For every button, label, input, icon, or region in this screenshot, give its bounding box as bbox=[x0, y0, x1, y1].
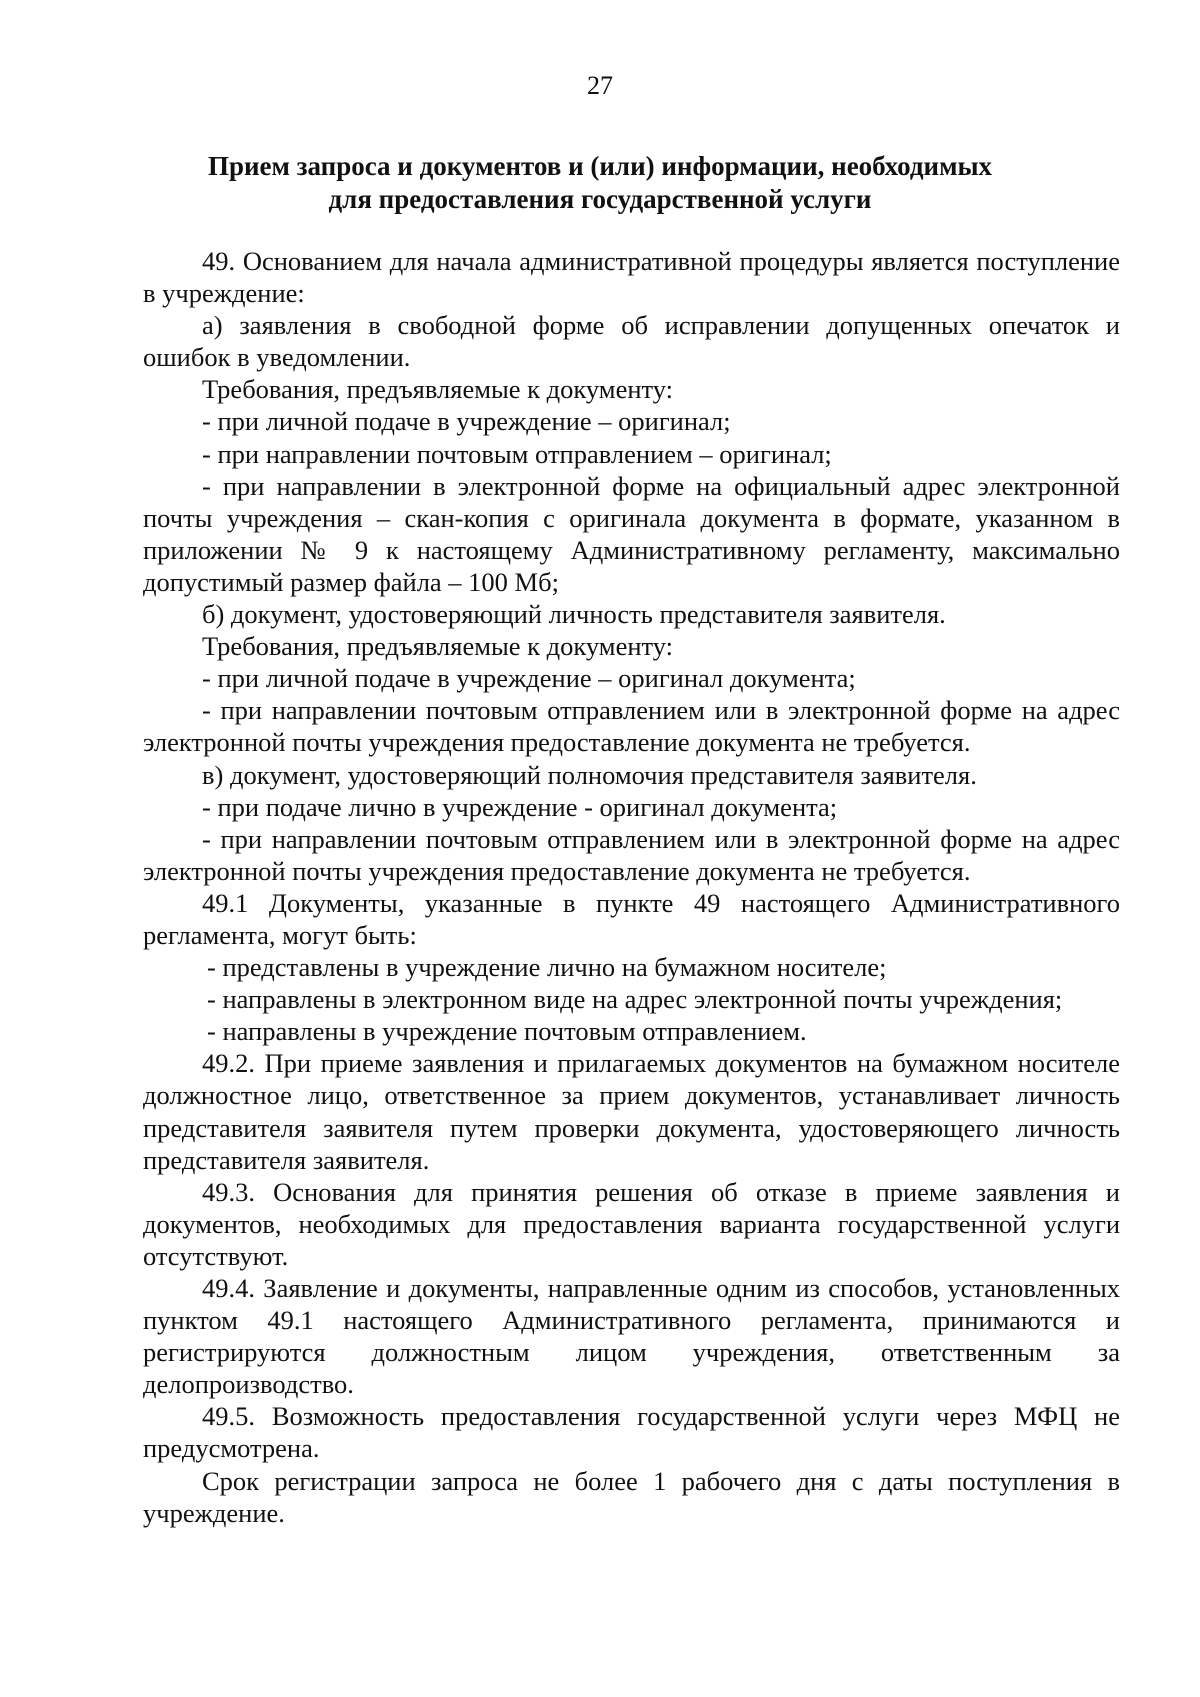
paragraph-49-1: 49.1 Документы, указанные в пункте 49 настоящего Административного регламента, могут быть: bbox=[143, 887, 1120, 950]
paragraph-49-4: 49.4. Заявление и документы, направленные одним из способов, установленных пунктом 49.1 настоящего Административного регламента, принимаются и регистрируются должностным лицом учреждения, ответственным за делопроизводство. bbox=[143, 1273, 1120, 1400]
list-item: - представлены в учреждение лично на бумажном носителе; bbox=[207, 952, 887, 983]
paragraph-49-2: 49.2. При приеме заявления и прилагаемых документов на бумажном носителе должностное лицо, ответственное за прием документов, устанавливает личность представителя заявителя путем проверки документа, удостоверяющего личность представителя заявителя. bbox=[143, 1048, 1120, 1175]
paragraph-49-a: а) заявления в свободной форме об исправлении допущенных опечаток и ошибок в уведомлении. bbox=[143, 310, 1120, 373]
section-title-line-2: для предоставления государственной услуги bbox=[328, 184, 872, 214]
paragraph-requirements: Требования, предъявляемые к документу: bbox=[202, 631, 674, 662]
list-item: - при направлении почтовым отправлением или в электронной форме на адрес электронной почты учреждения предоставление документа не требуется. bbox=[143, 695, 1120, 758]
section-title-line-1: Прием запроса и документов и (или) информации, необходимых bbox=[207, 151, 993, 181]
paragraph-requirements: Требования, предъявляемые к документу: bbox=[202, 374, 674, 405]
list-item: - при направлении почтовым отправлением или в электронной форме на адрес электронной почты учреждения предоставление документа не требуется. bbox=[143, 823, 1120, 886]
paragraph-49: 49. Основанием для начала административной процедуры является поступление в учреждение: bbox=[143, 246, 1120, 309]
list-item: - при личной подаче в учреждение – оригинал; bbox=[202, 406, 731, 437]
list-item: - при личной подаче в учреждение – оригинал документа; bbox=[202, 663, 856, 694]
paragraph-registration-term: Срок регистрации запроса не более 1 рабочего дня с даты поступления в учреждение. bbox=[143, 1465, 1120, 1528]
list-item: - при направлении почтовым отправлением – оригинал; bbox=[202, 438, 832, 469]
list-item: - направлены в электронном виде на адрес электронной почты учреждения; bbox=[207, 984, 1063, 1015]
page-number: 27 bbox=[587, 71, 613, 100]
list-item: - направлены в учреждение почтовым отправлением. bbox=[207, 1016, 807, 1047]
list-item: - при направлении в электронной форме на официальный адрес электронной почты учреждения – скан-копия с оригинала документа в формате, указанном в приложении № 9 к настоящему Административному регламенту, максимально допустимый размер файла – 100 Мб; bbox=[143, 470, 1120, 597]
paragraph-49-v: в) документ, удостоверяющий полномочия представителя заявителя. bbox=[202, 759, 977, 790]
paragraph-49-b: б) документ, удостоверяющий личность представителя заявителя. bbox=[202, 599, 946, 630]
document-body bbox=[143, 245, 1120, 1529]
paragraph-49-5: 49.5. Возможность предоставления государственной услуги через МФЦ не предусмотрена. bbox=[143, 1401, 1120, 1464]
paragraph-49-3: 49.3. Основания для принятия решения об отказе в приеме заявления и документов, необходимых для предоставления варианта государственной услуги отсутствуют. bbox=[143, 1176, 1120, 1271]
section-title bbox=[140, 150, 1060, 216]
list-item: - при подаче лично в учреждение - оригинал документа; bbox=[202, 791, 838, 822]
